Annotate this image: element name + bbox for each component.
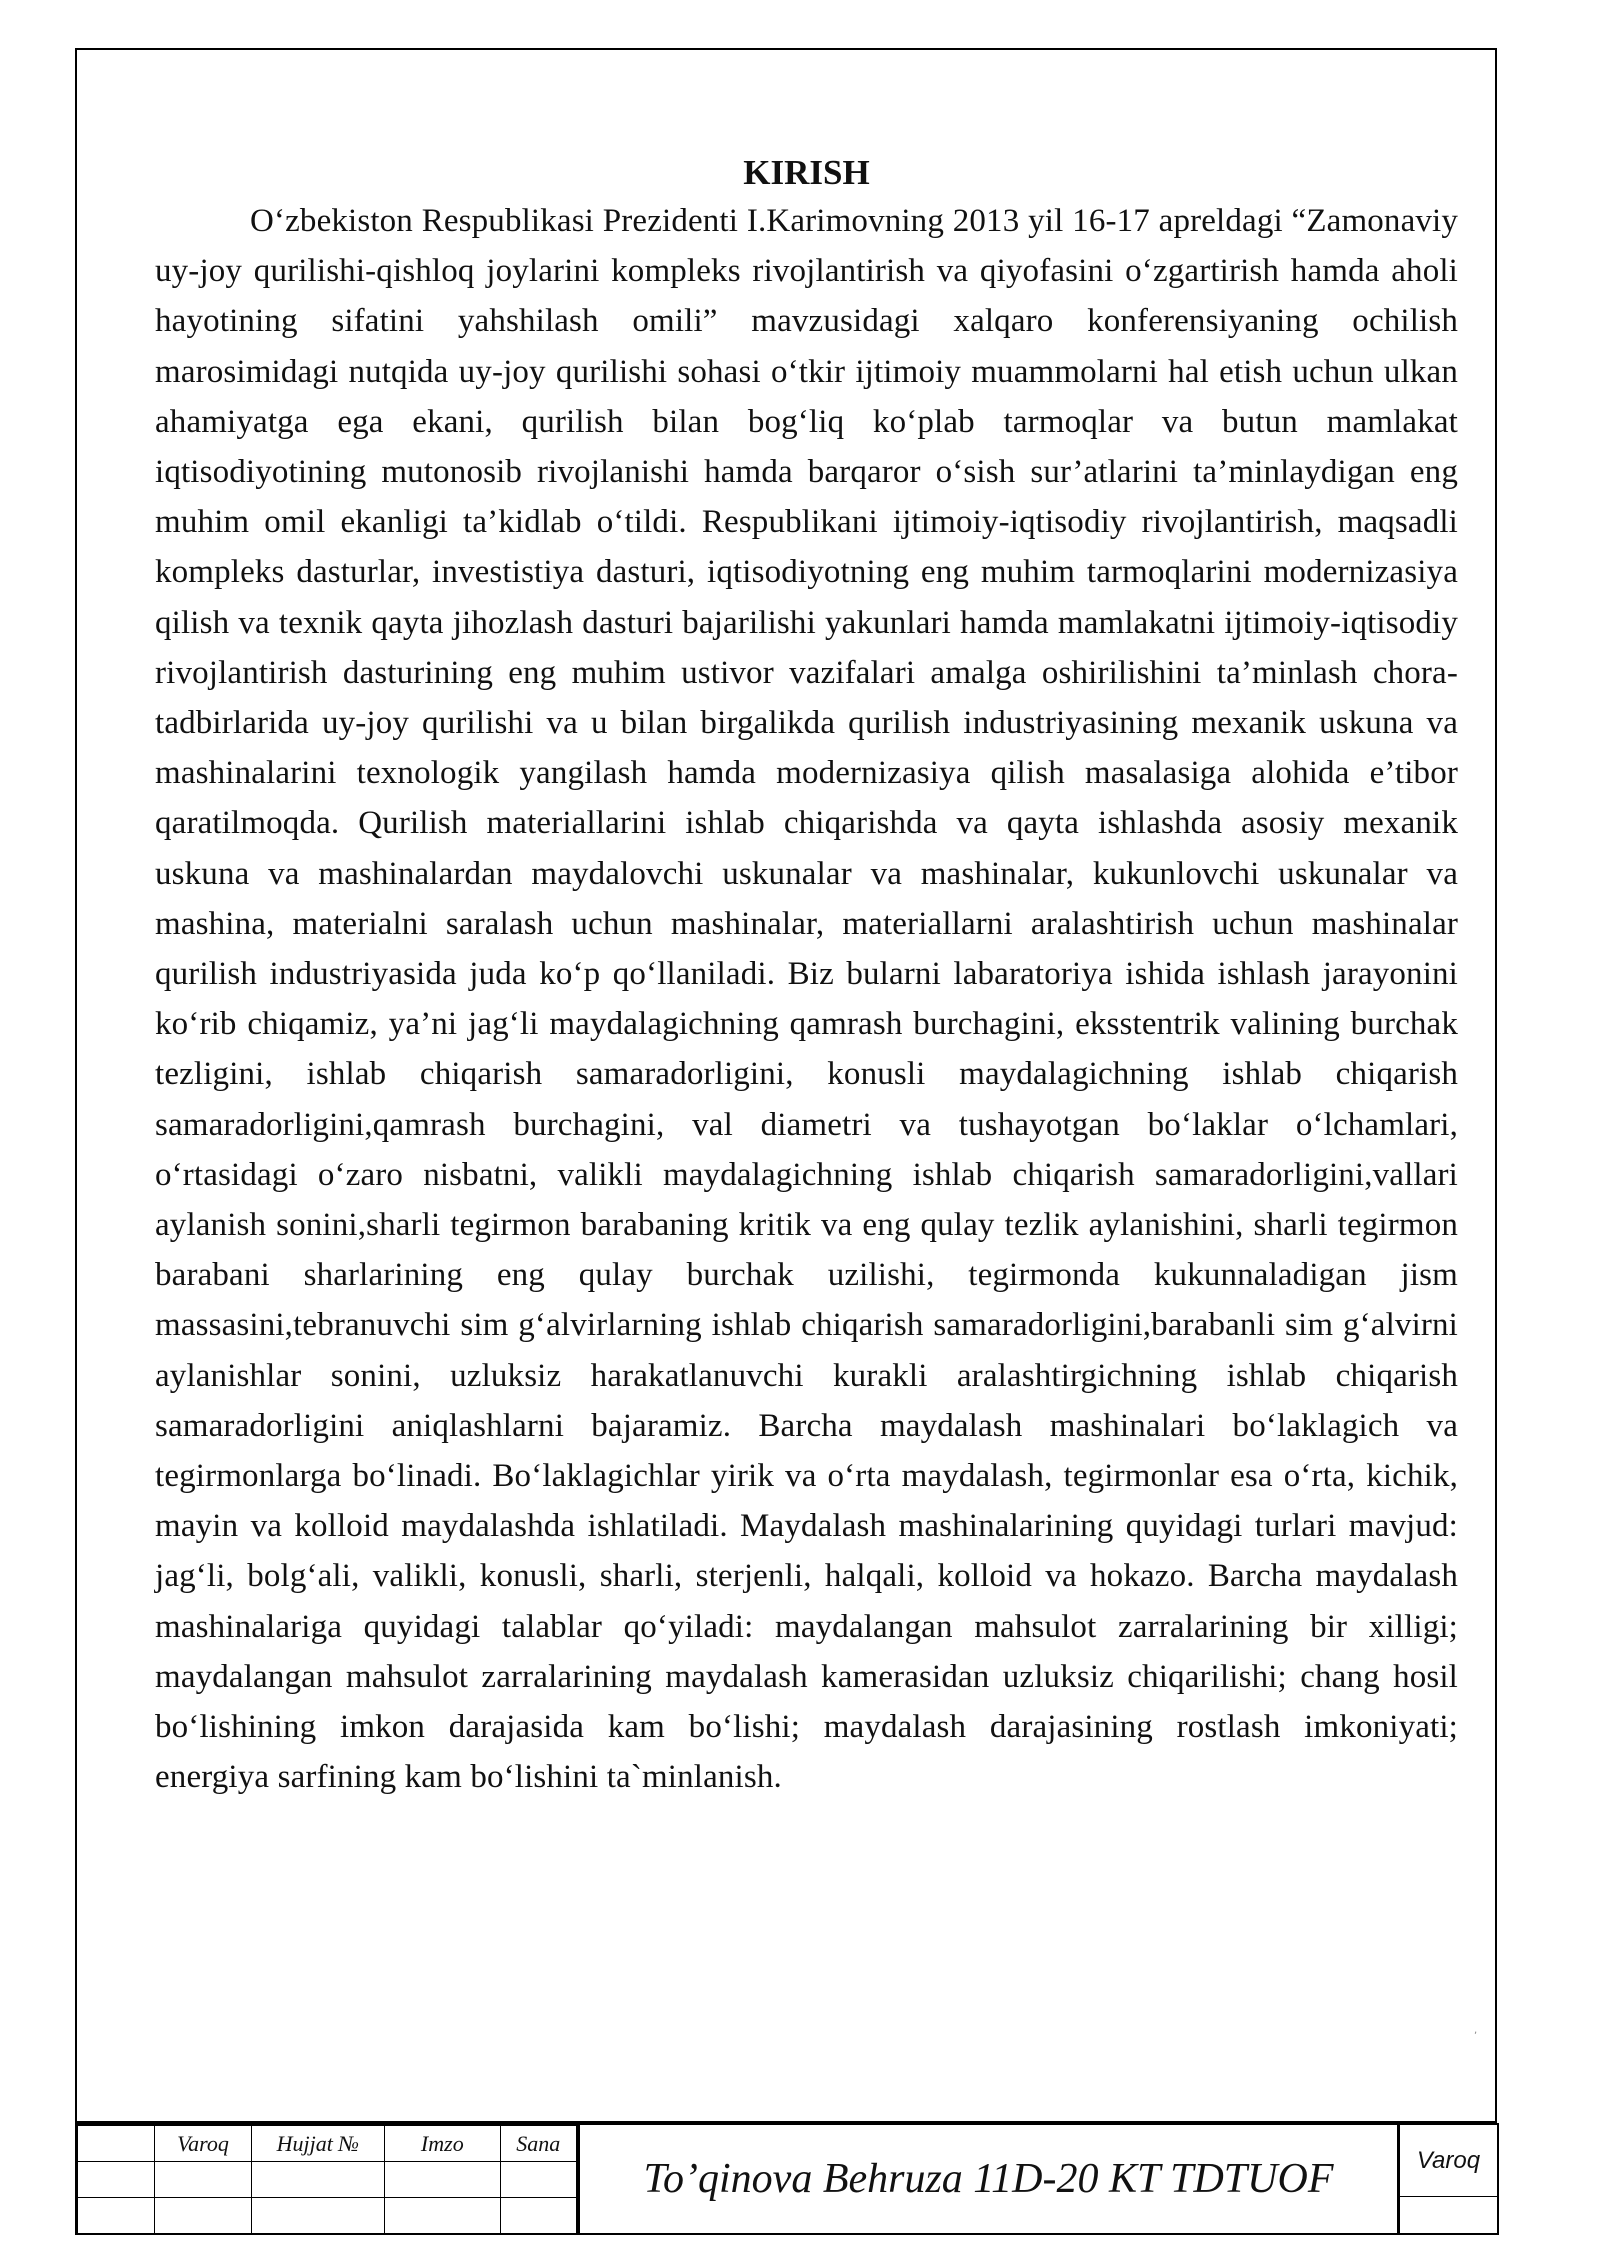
document-body-paragraph: O‘zbekiston Respublikasi Prezidenti I.Karimovning 2013 yil 16-17 apreldagi “Zamonaviy uy-joy qurilishi-qishloq joylarini kompleks rivojlantirish va qiyofasini o‘zgartirish hamda aholi hayotining sifatini yahshilash omili” mavzusidagi xalqaro konferensiyaning ochilish marosimidagi nutqida uy-joy qurilishi sohasi o‘tkir ijtimoiy muammolarni hal etish uchun ulkan ahamiyatga ega ekani, qurilish bilan bog‘liq ko‘plab tarmoqlar va butun mamlakat iqtisodiyotining mutonosib rivojlanishi hamda barqaror o‘sish sur’atlarini ta’minlaydigan eng muhim omil ekanligi ta’kidlab o‘tildi. Respublikani ijtimoiy-iqtisodiy rivojlantirish, maqsadli kompleks dasturlar, investistiya dasturi, iqtisodiyotning eng muhim tarmoqlarini modernizasiya qilish va texnik qayta jihozlash dasturi bajarilishi yakunlari hamda mamlakatni ijtimoiy-iqtisodiy rivojlantirish dasturining eng muhim ustivor vazifalari amalga oshirilishini ta’minlash chora-tadbirlarida uy-joy qurilishi va u bilan birgalikda qurilish industriyasining mexanik uskuna va mashinalarini texnologik yangilash hamda modernizasiya qilish masalasiga alohida e’tibor qaratilmoqda. Qurilish materiallarini ishlab chiqarishda va qayta ishlashda asosiy mexanik uskuna va mashinalardan maydalovchi uskunalar va mashinalar, kukunlovchi uskunalar va mashina, materialni saralash uchun mashinalar, materiallarni aralashtirish uchun mashinalar qurilish industriyasida juda ko‘p qo‘llaniladi. Biz bularni labaratoriya ishida ishlash jarayonini ko‘rib chiqamiz, ya’ni jag‘li maydalagichning qamrash burchagini, eksstentrik valining burchak tezligini, ishlab chiqarish samaradorligini, konusli maydalagichning ishlab chiqarish samaradorligini,qamrash burchagini, val diametri va tushayotgan bo‘laklar o‘lchamlari, o‘rtasidagi o‘zaro nisbatni, valikli maydalagichning ishlab chiqarish samaradorligini,vallari aylanish sonini,sharli tegirmon barabaning kritik va eng qulay tezlik aylanishini, sharli tegirmon barabani sharlarining eng qulay burchak uzilishi, tegirmonda kukunnaladigan jism massasini,tebranuvchi sim g‘alvirlarning ishlab chiqarish samaradorligini,barabanli sim g‘alvirni aylanishlar sonini, uzluksiz harakatlanuvchi kurakli aralashtirgichning ishlab chiqarish samaradorligini aniqlashlarni bajaramiz. Barcha maydalash mashinalari bo‘laklagich va tegirmonlarga bo‘linadi. Bo‘laklagichlar yirik va o‘rta maydalash, tegirmonlar esa o‘rta, kichik, mayin va kolloid maydalashda ishlatiladi. Maydalash mashinalarining quyidagi turlari mavjud: jag‘li, bolg‘ali, valikli, konusli, sharli, sterjenli, halqali, kolloid va hokazo. Barcha maydalash mashinalariga quyidagi talablar qo‘yiladi: maydalangan mahsulot zarralarining bir xilligi; maydalangan mahsulot zarralarining maydalash kamerasidan uzluksiz chiqarilishi; chang hosil bo‘lishining imkon darajasida kam bo‘lishi; maydalash darajasining rostlash imkoniyati; energiya sarfining kam bo‘lishini ta`minlanish. [155, 203, 1458, 1796]
stamp-sheet-box [1400, 2125, 1497, 2233]
stamp-col-varoq: Varoq [155, 2126, 251, 2162]
stamp-cell [500, 2198, 576, 2234]
stamp-cell [251, 2198, 384, 2234]
stamp-cell [500, 2162, 576, 2198]
stamp-col-sana: Sana [500, 2126, 576, 2162]
stamp-cell [155, 2198, 251, 2234]
title-block-stamp [75, 2123, 1499, 2235]
stray-mark: , [1474, 2025, 1478, 2036]
stamp-sheet-label: Varoq [1400, 2125, 1497, 2197]
stamp-title: To’qinova Behruza 11D-20 KT TDTUOF [577, 2125, 1400, 2233]
stamp-cell [78, 2162, 155, 2198]
stamp-grid [77, 2125, 577, 2234]
stamp-cell [78, 2198, 155, 2234]
stamp-col-hujjat: Hujjat № [251, 2126, 384, 2162]
stamp-cell [385, 2162, 501, 2198]
document-title: KIRISH [743, 153, 870, 192]
document-content [155, 150, 1458, 1803]
stamp-cell-blank [78, 2126, 155, 2162]
stamp-cell [385, 2198, 501, 2234]
stamp-cell [155, 2162, 251, 2198]
stamp-cell [251, 2162, 384, 2198]
stamp-col-imzo: Imzo [385, 2126, 501, 2162]
